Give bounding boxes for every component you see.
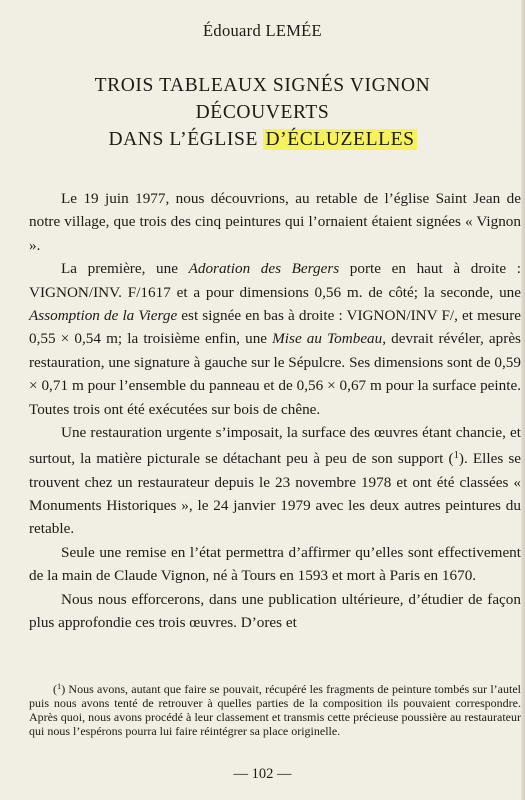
footnote-text: Nous avons, autant que faire se pouvait, récupéré les fragments de peinture tombés sur l’autel puis nous avons tenté de retrouver à quelles parties de la composition ils pouvaient correspondre. Après quoi, nous avons procédé à leur classement et transmis cette précieuse poussière au restaurateur qui nous l’espérons pourra lui faire réintégrer sa place originelle.: [29, 681, 521, 739]
footnote-number: 1: [57, 682, 62, 691]
footnote-close-paren: ): [61, 681, 66, 696]
paragraph-2-text: , devrait révéler, après restauration, une signature à gauche sur le Sépulcre. Ses dimensions sont de 0,59 × 0,71 m pour l’ensemble du panneau et de 0,56 × 0,67 m pour la surface peinte. Toutes trois ont été exécutées sur bois de chêne.: [29, 330, 521, 418]
paragraph-2-text: porte en haut à droite : VIGNON/INV. F/1617 et a pour dimensions 0,56 m. de côté; la seconde, une: [29, 260, 521, 301]
title-line-1: TROIS TABLEAUX SIGNÉS VIGNON: [94, 75, 431, 96]
footnote-reference: 1: [453, 450, 459, 462]
page-number: — 102 —: [233, 766, 292, 782]
title-line-3: [0, 126, 525, 153]
painting-title-assomption: Assomption de la Vierge: [29, 307, 178, 325]
article-body: [29, 187, 521, 635]
paragraph-4: Seule une remise en l’état permettra d’affirmer qu’elles sont effectivement de la main de Claude Vignon, né à Tours en 1593 et mort à Paris en 1670.: [29, 543, 521, 585]
paragraph-3: [29, 421, 521, 541]
paragraph-2-text: La première, une: [61, 260, 189, 278]
footnotes: [29, 680, 521, 739]
painting-title-mise-au-tombeau: Mise au Tombeau: [272, 330, 383, 348]
highlighted-place-name: D’ÉCLUZELLES: [265, 129, 415, 150]
paragraph-3-text: ). Elles se trouvent chez un restaurateur depuis le 23 novembre 1978 et ont été classées « Monuments Historiques », le 24 janvier 1979 avec les deux autres peintures du retable.: [29, 450, 522, 538]
paragraph-5: Nous nous efforcerons, dans une publication ultérieure, d’étudier de façon plus approfondie ces trois œuvres. D’ores et: [29, 590, 521, 632]
author-name: Édouard LEMÉE: [203, 21, 322, 40]
paragraph-2-text: est signée en bas à droite : VIGNON/INV F/, et mesure 0,55 × 0,54 m; la troisième enfin, une: [29, 307, 521, 348]
paragraph-3-text: Une restauration urgente s’imposait, la surface des œuvres étant chancie, et surtout, la matière picturale se détachant peu à peu de son support (: [29, 424, 521, 468]
title-line-3-text: DANS L’ÉGLISE: [108, 129, 264, 150]
paragraph-2: [29, 257, 521, 421]
footnote-1: [29, 680, 521, 739]
painting-title-adoration: Adoration des Bergers: [188, 260, 340, 278]
footnote-open-paren: (: [53, 681, 57, 696]
paragraph-1: Le 19 juin 1977, nous découvrions, au retable de l’église Saint Jean de notre village, que trois des cinq peintures qui l’ornaient étaient signées « Vignon ».: [29, 190, 521, 254]
title-line-2: DÉCOUVERTS: [195, 102, 330, 123]
article-title: [0, 72, 525, 153]
